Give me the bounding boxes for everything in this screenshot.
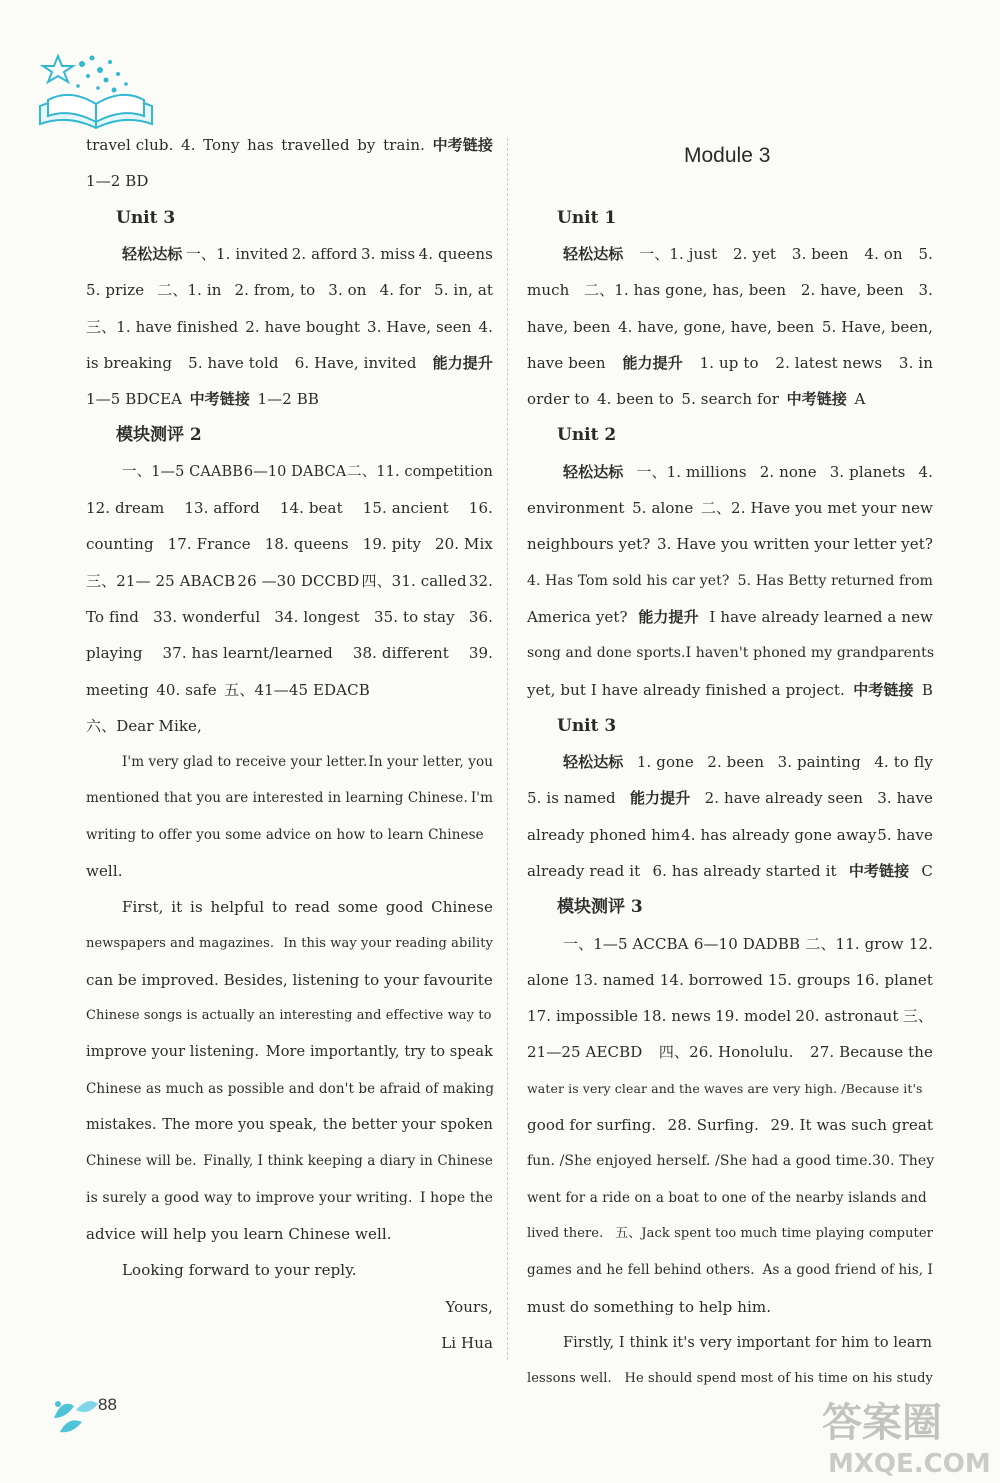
text-segment: 6—10 DADBB [693, 935, 801, 953]
text-segment: 2. have already seen [704, 789, 864, 807]
text-line [86, 566, 493, 596]
text-segment: 2. afford [291, 245, 358, 263]
text-line [86, 529, 493, 559]
text-segment: 五、41—45 EDACB [224, 681, 370, 699]
text-segment: 4. queens [418, 245, 493, 263]
text-segment: 4. been to [596, 390, 674, 408]
text-line [527, 1146, 933, 1176]
text-segment: yet, but I have already finished a project. [527, 681, 845, 699]
text-line [527, 566, 933, 596]
text-segment: 1. gone [636, 753, 694, 771]
text-line [86, 711, 493, 741]
text-segment: to [271, 898, 288, 916]
text-segment: travelled [281, 136, 350, 154]
text-segment: 37. has learnt/learned [162, 644, 333, 662]
text-segment: listening [292, 971, 360, 989]
text-segment: 3. been [791, 245, 849, 263]
text-segment: is [190, 898, 203, 916]
text-line [527, 384, 933, 414]
text-segment: 4. Has Tom sold his car yet? [527, 573, 730, 589]
text-line [527, 1219, 933, 1249]
text-segment: Li Hua [441, 1334, 493, 1352]
text-segment: Tony [203, 136, 240, 154]
text-segment: 6. Have, invited [294, 354, 417, 372]
text-segment: 36. [468, 608, 493, 626]
text-segment: travel club. [86, 136, 174, 154]
text-segment: 13. named [573, 971, 655, 989]
text-segment: 29. It was such great [770, 1116, 933, 1134]
text-line [527, 493, 933, 523]
text-segment: 19. pity [362, 535, 422, 553]
text-segment: well. [86, 862, 123, 880]
text-segment: 5. is named [527, 789, 616, 807]
text-segment: 1—5 BDCEA [86, 390, 183, 408]
text-segment: good [385, 898, 424, 916]
text-line [86, 1001, 493, 1031]
text-segment: your [384, 971, 419, 989]
section-tag: 中考链接 [432, 136, 493, 154]
text-line [86, 929, 493, 959]
text-segment: read [294, 898, 330, 916]
text-segment: 20. astronaut [795, 1007, 899, 1025]
text-segment: 5. prize [86, 281, 145, 299]
text-segment: favourite [423, 971, 493, 989]
text-line [86, 312, 493, 342]
text-segment: 三、21— 25 ABACB [86, 572, 236, 590]
text-segment: Finally, I think keeping a diary in Chinese [203, 1153, 493, 1169]
text-segment: Besides, [223, 971, 288, 989]
text-segment: 3. planets [829, 463, 906, 481]
text-line [527, 1255, 933, 1285]
text-segment: order to [527, 390, 590, 408]
text-segment: 五、Jack spent too much time playing computer [615, 1226, 933, 1241]
text-segment: 一、1. millions [636, 463, 747, 481]
text-line [527, 1110, 933, 1140]
text-line [527, 1001, 933, 1031]
text-segment: 39. [468, 644, 493, 662]
text-segment: 30. They [872, 1153, 935, 1169]
text-segment: neighbours yet? [527, 535, 651, 553]
text-line [86, 638, 493, 668]
text-segment: 1—2 BD [86, 172, 149, 190]
text-segment: 3. miss [361, 245, 416, 263]
open-book-stars-logo-icon [34, 44, 158, 130]
text-segment: environment [527, 499, 625, 517]
text-segment: Chinese songs is actually an interesting and effective way to [86, 1008, 492, 1023]
text-segment: America yet? [527, 608, 628, 626]
section-heading: 模块测评 3 [557, 897, 643, 917]
text-line [86, 965, 493, 995]
text-segment: 19. model [715, 1007, 792, 1025]
page-number: 88 [98, 1395, 117, 1414]
section-tag: 能力提升 [638, 608, 699, 626]
section-tag: 能力提升 [432, 354, 493, 372]
module-title: Module 3 [684, 144, 771, 167]
text-segment: I haven't phoned my grandparents [685, 645, 935, 661]
text-segment: improved. [141, 971, 219, 989]
text-segment: 4. have, gone, have, been [618, 318, 815, 336]
text-line [86, 1037, 493, 1067]
text-segment: 4. for [379, 281, 422, 299]
text-segment: 三、1. have finished [86, 318, 239, 336]
text-line [527, 1328, 933, 1358]
text-segment: 35. to stay [373, 608, 455, 626]
text-segment: lessons well. [527, 1371, 612, 1386]
text-segment: 2. from, to [234, 281, 316, 299]
text-segment: went for a ride on a boat to one of the nearby islands and [527, 1190, 927, 1206]
text-segment: lived there. [527, 1226, 604, 1241]
text-segment: 5. in, at [434, 281, 493, 299]
text-segment: 21—25 AECBD [527, 1043, 643, 1061]
text-segment: is breaking [86, 354, 173, 372]
text-line [86, 166, 493, 196]
text-line [86, 130, 493, 160]
text-segment: improve your listening. [86, 1044, 260, 1060]
text-segment: 1. up to [699, 354, 759, 372]
text-line [86, 892, 493, 922]
text-segment: 2. been [707, 753, 765, 771]
text-segment: Looking forward to your reply. [122, 1261, 357, 1279]
text-segment: fun. /She enjoyed herself. /She had a good time. [527, 1153, 873, 1169]
text-segment: helpful [210, 898, 265, 916]
text-segment: has [247, 136, 274, 154]
text-segment: 3. painting [777, 753, 861, 771]
text-line [86, 602, 493, 632]
text-segment: mistakes. [86, 1117, 157, 1133]
text-segment: 16. planet [855, 971, 933, 989]
text-segment: In your letter, you [368, 754, 493, 770]
text-segment: water is very clear and the waves are very high. /Because it's [527, 1081, 923, 1096]
text-line [86, 348, 493, 378]
text-segment: 5. search for [681, 390, 780, 408]
text-segment: 40. safe [156, 681, 217, 699]
text-segment: First, [122, 898, 164, 916]
text-segment: it [171, 898, 183, 916]
text-segment: As a good friend of his, I [762, 1262, 933, 1278]
text-segment: by [357, 136, 376, 154]
text-line [86, 1292, 493, 1322]
section-tag: 轻松达标 [563, 463, 624, 481]
text-segment: 14. borrowed [659, 971, 763, 989]
text-segment: Yours, [445, 1298, 493, 1316]
text-segment: to [364, 971, 380, 989]
text-segment: be [118, 971, 137, 989]
text-segment: 34. longest [274, 608, 360, 626]
text-segment: 5. Have, been, [821, 318, 933, 336]
text-segment: 12. [908, 935, 933, 953]
text-segment: 14. beat [279, 499, 343, 517]
text-segment: 一、1. invited [185, 245, 289, 263]
text-segment: 13. afford [184, 499, 260, 517]
text-segment: can [86, 971, 114, 989]
text-line [527, 1037, 933, 1067]
text-segment: 3. have [877, 789, 933, 807]
text-line [527, 457, 933, 487]
svg-text:答案圈: 答案圈 [822, 1400, 942, 1446]
text-segment: 5. have told [188, 354, 279, 372]
text-segment: 18. news [642, 1007, 711, 1025]
text-segment: advice will help you learn Chinese well. [86, 1225, 392, 1243]
text-line [86, 856, 493, 886]
text-line [86, 457, 493, 487]
text-line [527, 239, 933, 269]
text-segment: 32. [468, 572, 493, 590]
text-segment: newspapers and magazines. [86, 936, 275, 951]
text-segment: 27. Because the [810, 1043, 933, 1061]
text-segment: 28. Surfing. [667, 1116, 759, 1134]
section-tag: 中考链接 [853, 681, 914, 699]
text-segment: 38. different [352, 644, 449, 662]
text-segment: 4. [478, 318, 493, 336]
section-heading: Unit 3 [116, 208, 176, 228]
text-segment: The more you speak, [162, 1117, 318, 1133]
text-segment: 3. Have, seen [367, 318, 472, 336]
text-segment: have been [527, 354, 606, 372]
text-segment: 2. have bought [245, 318, 361, 336]
text-segment: already phoned him [527, 826, 681, 844]
text-segment: playing [86, 644, 143, 662]
text-segment: 二、11. grow [805, 935, 904, 953]
text-line [86, 239, 493, 269]
watermark-logo [818, 1392, 993, 1478]
text-segment: 5. [918, 245, 933, 263]
text-segment: is surely a good way to improve your writing. [86, 1190, 413, 1206]
text-segment: 5. alone [632, 499, 694, 517]
section-tag: 轻松达标 [122, 245, 183, 263]
text-segment: 15. groups [768, 971, 851, 989]
text-segment: To find [86, 608, 139, 626]
text-segment: the better your spoken [322, 1117, 493, 1133]
section-tag: 中考链接 [848, 862, 910, 880]
text-segment: 六、Dear Mike, [86, 717, 202, 735]
text-line [527, 1074, 933, 1104]
text-segment: I'm [470, 790, 493, 806]
text-segment: Chinese as much as possible and don't be afraid of making [86, 1081, 495, 1097]
text-line [527, 529, 933, 559]
text-segment: 2. none [759, 463, 817, 481]
text-segment: 20. Mix [435, 535, 493, 553]
text-segment: 1—2 BB [257, 390, 319, 408]
text-segment: meeting [86, 681, 149, 699]
text-line [86, 384, 493, 414]
text-segment: must do something to help him. [527, 1298, 772, 1316]
text-line [527, 929, 933, 959]
text-segment: 二、2. Have you met your new [700, 499, 933, 517]
text-segment: mentioned that you are interested in learning Chinese. [86, 790, 468, 806]
text-segment: 6—10 DABCA [243, 464, 347, 480]
text-segment: 15. ancient [362, 499, 449, 517]
text-segment: some [337, 898, 378, 916]
text-segment: 3. Have you written your letter yet? [657, 535, 933, 553]
text-segment: writing to offer you some advice on how to learn Chinese [86, 827, 484, 843]
text-segment: 12. dream [86, 499, 165, 517]
text-line [86, 1328, 493, 1358]
text-segment: train. [383, 136, 426, 154]
text-segment: A [854, 390, 866, 408]
text-segment: song and done sports. [527, 645, 686, 661]
section-heading: 模块测评 2 [116, 425, 202, 445]
text-segment: Firstly, I think it's very important for him to learn [563, 1335, 933, 1351]
text-segment: 4. to fly [874, 753, 933, 771]
section-heading: Unit 3 [557, 716, 617, 736]
text-segment: 一、1—5 CAABB [122, 464, 244, 480]
text-line [86, 493, 493, 523]
text-segment: In this way your reading ability [283, 936, 493, 951]
section-heading: Unit 1 [557, 208, 617, 228]
text-segment: good for surfing. [527, 1116, 657, 1134]
text-segment: I'm very glad to receive your letter. [122, 754, 368, 770]
text-segment: 4. [918, 463, 933, 481]
text-line [527, 675, 933, 705]
text-segment: 一、1. just [639, 245, 718, 263]
text-segment: games and he fell behind others. [527, 1262, 755, 1278]
text-segment: counting [86, 535, 154, 553]
text-segment: 二、1. has gone, has, been [584, 281, 787, 299]
text-segment: 二、1. in [157, 281, 222, 299]
text-segment: 3. on [328, 281, 367, 299]
text-line [527, 1183, 933, 1213]
text-line [527, 602, 933, 632]
section-tag: 能力提升 [629, 789, 691, 807]
text-line [86, 675, 493, 705]
text-segment: 26 —30 DCCBD [237, 572, 360, 590]
text-segment: 2. latest news [775, 354, 883, 372]
text-segment: much [527, 281, 570, 299]
text-segment: 一、1—5 ACCBA [563, 935, 689, 953]
text-line [527, 312, 933, 342]
text-line [527, 856, 933, 886]
text-segment: 16. [468, 499, 493, 517]
leaf-ornament-icon [48, 1388, 104, 1438]
text-segment: 2. yet [733, 245, 777, 263]
section-tag: 轻松达标 [563, 753, 624, 771]
text-line [86, 1183, 493, 1213]
section-tag: 能力提升 [622, 354, 683, 372]
text-line [86, 1074, 493, 1104]
text-line [86, 783, 493, 813]
text-segment: 2. have, been [800, 281, 904, 299]
text-line [527, 820, 933, 850]
text-line [86, 747, 493, 777]
text-segment: 4. [181, 136, 196, 154]
text-line [86, 275, 493, 305]
text-segment: 18. queens [264, 535, 349, 553]
text-line [86, 1110, 493, 1140]
section-tag: 中考链接 [189, 390, 250, 408]
text-segment: 四、26. Honolulu. [658, 1043, 794, 1061]
text-segment: already read it [527, 862, 641, 880]
text-line [527, 965, 933, 995]
text-segment: Chinese [431, 898, 493, 916]
text-line [86, 1146, 493, 1176]
svg-text:MXQE.COM: MXQE.COM [828, 1449, 991, 1478]
text-segment: have, been [527, 318, 611, 336]
text-segment: 17. France [167, 535, 251, 553]
text-line [527, 638, 933, 668]
text-segment: 5. Has Betty returned from [737, 573, 933, 589]
text-segment: 3. [918, 281, 933, 299]
text-line [86, 820, 493, 850]
text-segment: Chinese will be. [86, 1153, 197, 1169]
text-segment: C [921, 862, 933, 880]
text-segment: 4. on [864, 245, 903, 263]
section-tag: 轻松达标 [563, 245, 624, 263]
text-line [86, 1255, 493, 1285]
text-segment: 6. has already started it [652, 862, 837, 880]
text-segment: More importantly, try to speak [265, 1044, 493, 1060]
text-line [527, 348, 933, 378]
text-segment: 17. impossible [527, 1007, 639, 1025]
text-segment: I have already learned a new [709, 608, 933, 626]
text-segment: 二、11. competition [347, 464, 493, 480]
text-segment: 三、 [902, 1007, 933, 1025]
text-segment: alone [527, 971, 569, 989]
text-line [86, 1219, 493, 1249]
text-line [527, 747, 933, 777]
text-segment: He should spend most of his time on his study [624, 1371, 933, 1386]
text-segment: 3. in [898, 354, 933, 372]
text-segment: 四、31. called [361, 572, 467, 590]
text-segment: 33. wonderful [153, 608, 261, 626]
text-line [527, 275, 933, 305]
text-segment: B [921, 681, 933, 699]
text-segment: I hope the [419, 1190, 493, 1206]
section-tag: 中考链接 [786, 390, 847, 408]
text-segment: 4. has already gone away [681, 826, 877, 844]
text-line [527, 1364, 933, 1394]
text-line [527, 1292, 933, 1322]
text-segment: 5. have [877, 826, 933, 844]
text-line [527, 783, 933, 813]
column-divider [507, 138, 508, 1360]
section-heading: Unit 2 [557, 425, 617, 445]
